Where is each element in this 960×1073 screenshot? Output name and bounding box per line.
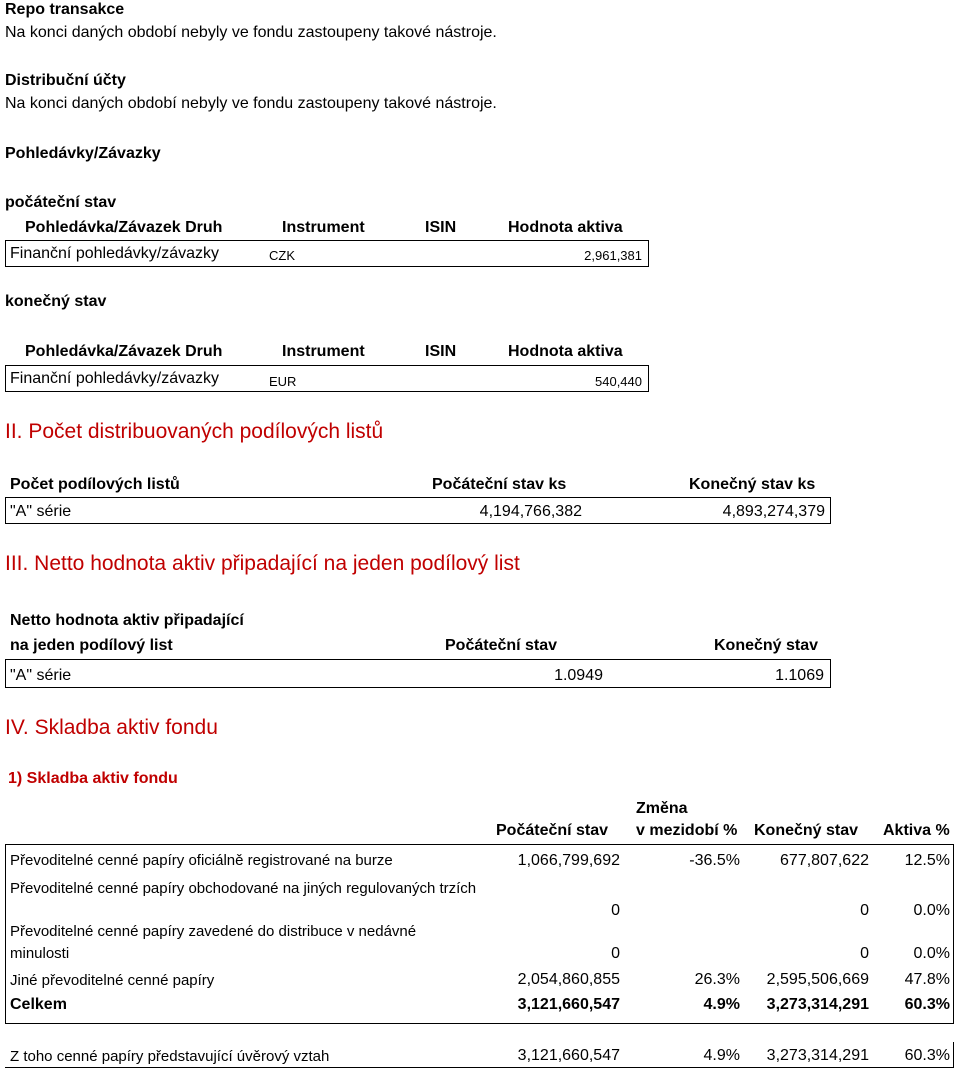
pohledavky-title: Pohledávky/Závazky xyxy=(5,145,161,162)
konecny-header-druh: Pohledávka/Závazek Druh xyxy=(25,343,223,360)
s4-row-zmena: 26.3% xyxy=(694,971,740,988)
pocatecni-header-hodnota: Hodnota aktiva xyxy=(508,219,623,236)
s4-header-zmena-line2: v mezidobí % xyxy=(636,822,738,839)
s4-table-left-border xyxy=(5,844,6,1024)
section3-header-pocatecni: Počáteční stav xyxy=(445,637,558,654)
s4-table-right-border xyxy=(953,844,954,1024)
s4-row-aktiva: 0.0% xyxy=(913,945,950,962)
section2-header-konecny: Konečný stav ks xyxy=(689,476,816,493)
s4-row-aktiva: 12.5% xyxy=(904,852,950,869)
section4-subtitle: 1) Skladba aktiv fondu xyxy=(8,770,178,787)
section3-title: III. Netto hodnota aktiv připadající na jeden podílový list xyxy=(5,552,520,575)
section4-title: IV. Skladba aktiv fondu xyxy=(5,716,218,739)
s4-credit-aktiva: 60.3% xyxy=(904,1047,950,1064)
distribucni-title: Distribuční účty xyxy=(5,72,126,89)
konecny-druh: Finanční pohledávky/závazky xyxy=(10,370,219,387)
section3-header-line1: Netto hodnota aktiv připadající xyxy=(10,612,244,629)
s4-table-bottom-border xyxy=(5,1023,954,1024)
pocatecni-row xyxy=(5,240,649,267)
s4-header-pocatecni: Počáteční stav xyxy=(496,822,609,839)
konecny-hodnota: 540,440 xyxy=(595,374,642,389)
s4-total-zmena: 4.9% xyxy=(703,996,740,1013)
section2-header-pocatecni: Počáteční stav ks xyxy=(432,476,567,493)
s4-credit-label: Z toho cenné papíry představující úvěrový vztah xyxy=(10,1048,330,1065)
s4-row-konecny: 0 xyxy=(860,902,869,919)
s4-row-pocatecni: 2,054,860,855 xyxy=(517,971,620,988)
s4-row-zmena: -36.5% xyxy=(689,852,740,869)
section3-pocatecni: 1.0949 xyxy=(554,667,603,684)
pocatecni-instrument: CZK xyxy=(269,248,295,263)
repo-note: Na konci daných období nebyly ve fondu zastoupeny takové nástroje. xyxy=(5,24,497,41)
s4-row-aktiva: 0.0% xyxy=(913,902,950,919)
konecny-header-instrument: Instrument xyxy=(282,343,365,360)
section2-title: II. Počet distribuovaných podílových listů xyxy=(5,420,384,443)
s4-header-zmena-line1: Změna xyxy=(636,800,688,817)
pocatecni-hodnota: 2,961,381 xyxy=(584,248,642,263)
konecny-header-hodnota: Hodnota aktiva xyxy=(508,343,623,360)
s4-row-aktiva: 47.8% xyxy=(904,971,950,988)
section2-serie: "A" série xyxy=(10,503,72,520)
pocatecni-druh: Finanční pohledávky/závazky xyxy=(10,245,219,262)
s4-total-konecny: 3,273,314,291 xyxy=(766,996,869,1013)
s4-header-konecny: Konečný stav xyxy=(754,822,859,839)
pocatecni-header-instrument: Instrument xyxy=(282,219,365,236)
s4-header-aktiva: Aktiva % xyxy=(883,822,950,839)
section3-header-line2: na jeden podílový list xyxy=(10,637,173,654)
s4-credit-pocatecni: 3,121,660,547 xyxy=(517,1047,620,1064)
s4-row-label: Jiné převoditelné cenné papíry xyxy=(10,972,215,989)
s4-row-pocatecni: 1,066,799,692 xyxy=(517,852,620,869)
section2-pocatecni: 4,194,766,382 xyxy=(479,503,582,520)
s4-row-konecny: 0 xyxy=(860,945,869,962)
pocatecni-header-isin: ISIN xyxy=(425,219,457,236)
repo-title: Repo transakce xyxy=(5,1,125,18)
s4-row-pocatecni: 0 xyxy=(611,902,620,919)
s4-credit-konecny: 3,273,314,291 xyxy=(766,1047,869,1064)
distribucni-note: Na konci daných období nebyly ve fondu zastoupeny takové nástroje. xyxy=(5,95,497,112)
s4-total-label: Celkem xyxy=(10,996,67,1013)
section3-row xyxy=(5,659,831,688)
s4-row-konecny: 677,807,622 xyxy=(780,852,869,869)
s4-row-konecny: 2,595,506,669 xyxy=(766,971,869,988)
s4-credit-zmena: 4.9% xyxy=(703,1047,740,1064)
konecny-header-isin: ISIN xyxy=(425,343,457,360)
s4-row-label: Převoditelné cenné papíry oficiálně registrované na burze xyxy=(10,852,393,869)
s4-total-aktiva: 60.3% xyxy=(904,996,950,1013)
s4-table-top-border xyxy=(5,844,954,845)
s4-total-pocatecni: 3,121,660,547 xyxy=(517,996,620,1013)
konecny-row xyxy=(5,365,649,392)
konecny-stav-label: konečný stav xyxy=(5,293,107,310)
section3-header-konecny: Konečný stav xyxy=(714,637,819,654)
pocatecni-stav-label: počáteční stav xyxy=(5,194,117,211)
section2-header-pocet: Počet podílových listů xyxy=(10,476,180,493)
s4-row-label: Převoditelné cenné papíry obchodované na jiných regulovaných trzích xyxy=(10,880,477,897)
pocatecni-header-druh: Pohledávka/Závazek Druh xyxy=(25,219,223,236)
section3-konecny: 1.1069 xyxy=(775,667,824,684)
section3-serie: "A" série xyxy=(10,667,72,684)
s4-row-pocatecni: 0 xyxy=(611,945,620,962)
section2-konecny: 4,893,274,379 xyxy=(722,503,825,520)
konecny-instrument: EUR xyxy=(269,374,297,389)
section2-row xyxy=(5,497,831,524)
s4-row-label: Převoditelné cenné papíry zavedené do distribuce v nedávné minulosti xyxy=(10,923,417,962)
